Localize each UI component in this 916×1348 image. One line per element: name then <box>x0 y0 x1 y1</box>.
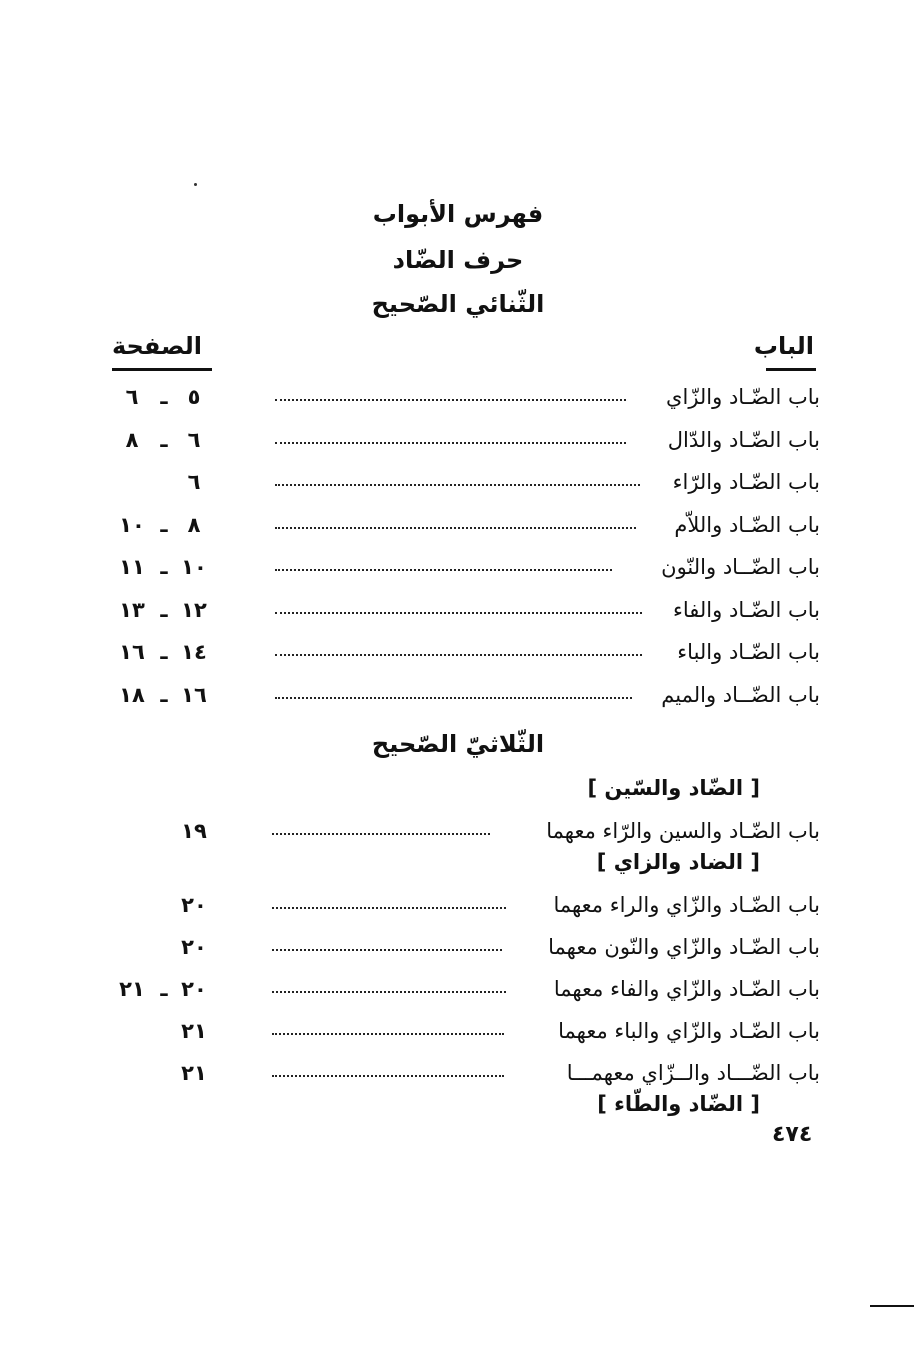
page-range-dash: ـ <box>160 597 168 622</box>
dot-leader <box>275 484 640 486</box>
page-start: ١٤ <box>181 640 207 664</box>
page-range-dash: ـ <box>160 640 168 664</box>
toc-entry <box>100 510 820 544</box>
toc-entry <box>100 974 820 1008</box>
entry-title: باب الضّـاد والزّاي والنّون معهما <box>548 935 820 959</box>
entry-title: باب الضّـاد والزّاي والراء معهما <box>553 893 820 917</box>
entry-title: باب الضّـاد والدّال <box>667 427 820 452</box>
column-header-page-rule <box>112 368 212 371</box>
page-start: ١٩ <box>181 819 207 843</box>
page-range-dash: ـ <box>160 555 168 579</box>
dot-leader <box>272 907 506 909</box>
dot-leader <box>275 654 642 656</box>
page-start: ٢١ <box>181 1019 207 1043</box>
page-start: ٥ <box>187 385 201 409</box>
entry-title: باب الضّـاد والرّاء <box>672 470 820 494</box>
index-title: فهرس الأبواب <box>372 200 544 228</box>
toc-entry <box>100 890 820 924</box>
section-heading-triliteral: الثّلاثيّ الصّحيح <box>371 730 545 758</box>
entry-title: باب الضّـاد والباء <box>677 640 820 664</box>
dot-leader <box>275 442 626 444</box>
column-header-chapter-rule <box>766 368 816 371</box>
toc-entry <box>100 680 820 714</box>
entry-title: باب الضّـاد واللاّم <box>674 512 820 537</box>
entry-title: باب الضّــاد والنّون <box>661 555 820 579</box>
toc-entry <box>100 1016 820 1050</box>
toc-entry <box>100 425 820 459</box>
toc-entry <box>100 382 820 416</box>
page-start: ٦ <box>187 470 201 494</box>
section-heading-biliteral: الثّنائي الصّحيح <box>371 290 545 318</box>
toc-entry <box>100 467 820 501</box>
toc-entry <box>100 816 820 850</box>
toc-entry <box>100 552 820 586</box>
page-start: ١٦ <box>181 682 207 707</box>
page-start: ٦ <box>187 427 201 452</box>
toc-entry <box>100 595 820 629</box>
page-start: ٢٠ <box>181 893 207 917</box>
page-end: ١١ <box>119 555 145 579</box>
dot-leader <box>275 569 612 571</box>
page-end: ١٠ <box>119 512 145 537</box>
page-range-dash: ـ <box>160 512 168 537</box>
column-header-chapter: الباب <box>753 332 814 360</box>
page-start: ١٢ <box>181 597 207 622</box>
page-end: ١٦ <box>119 640 145 664</box>
dot-leader <box>272 1075 504 1077</box>
column-header-page: الصفحة <box>112 332 203 360</box>
letter-heading: حرف الضّاد <box>392 246 524 274</box>
group-heading-dad-sin: [ الضّاد والسّين ] <box>587 776 760 800</box>
page-end: ٨ <box>125 427 139 452</box>
entry-title: باب الضّـــاد والــزّاي معهمـــا <box>566 1061 820 1085</box>
toc-entry <box>100 1058 820 1092</box>
corner-rule <box>870 1305 914 1307</box>
page-end: ٦ <box>125 385 139 409</box>
page-end: ١٨ <box>119 682 145 707</box>
dot-leader <box>275 399 626 401</box>
entry-title: باب الضّـاد والفاء <box>673 597 820 622</box>
dot-leader <box>272 949 502 951</box>
page-range-dash: ـ <box>160 977 168 1001</box>
toc-entry <box>100 637 820 671</box>
page-number: ٤٧٤ <box>772 1122 813 1147</box>
entry-title: باب الضّــاد والميم <box>661 682 820 707</box>
page-end: ٢١ <box>119 977 145 1001</box>
page-range-dash: ـ <box>160 385 168 409</box>
page-start: ٢١ <box>181 1061 207 1085</box>
page-range-dash: ـ <box>160 682 168 707</box>
page-start: ٨ <box>187 512 201 537</box>
entry-title: باب الضّـاد والزّاي والباء معهما <box>558 1019 820 1043</box>
dot-leader <box>272 991 506 993</box>
dot-leader <box>275 612 642 614</box>
dot-leader <box>272 1033 504 1035</box>
page-end: ١٣ <box>119 597 145 622</box>
entry-title: باب الضّـاد والزّاي والفاء معهما <box>553 977 820 1001</box>
dot-leader <box>275 697 632 699</box>
entry-title: باب الضّـاد والسين والرّاء معهما <box>546 819 820 843</box>
dot-leader <box>272 833 490 835</box>
group-heading-dad-zay: [ الضاد والزاي ] <box>596 850 760 874</box>
scan-speck <box>194 183 197 186</box>
entry-title: باب الضّـاد والزّاي <box>666 385 820 409</box>
page-start: ٢٠ <box>181 977 207 1001</box>
group-heading-dad-ta: [ الضّاد والطّاء ] <box>597 1092 760 1116</box>
page-start: ١٠ <box>181 555 207 579</box>
dot-leader <box>275 527 636 529</box>
page-start: ٢٠ <box>181 935 207 959</box>
toc-entry <box>100 932 820 966</box>
page-range-dash: ـ <box>160 427 168 452</box>
